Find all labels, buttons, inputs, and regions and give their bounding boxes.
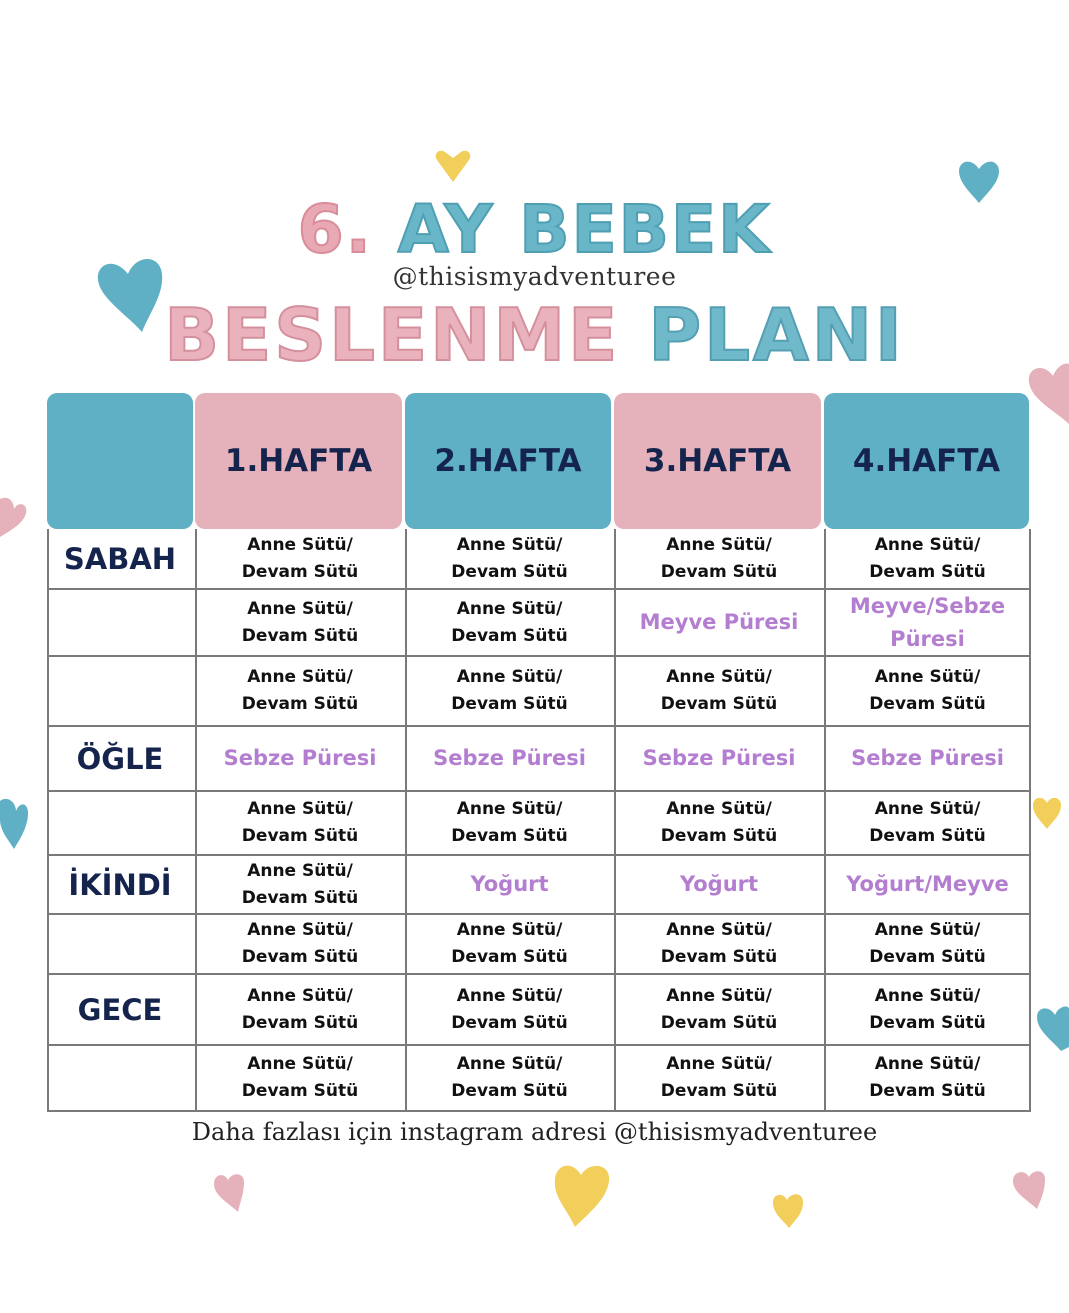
milk-cell: Anne Sütü/ Devam Sütü [241, 920, 359, 967]
milk-cell: Anne Sütü/ Devam Sütü [451, 799, 568, 846]
milk-cell: Anne Sütü/ Devam Sütü [451, 667, 568, 714]
milk-cell: Anne Sütü/ Devam Sütü [241, 598, 359, 646]
heart-icon [0, 795, 28, 849]
heart-icon [1011, 1167, 1047, 1209]
food-cell: Yoğurt [679, 872, 759, 896]
food-cell: Meyve Püresi [639, 610, 799, 634]
page-title-line2 [0, 292, 1069, 378]
milk-cell: Anne Sütü/ Devam Sütü [241, 799, 359, 846]
heart-icon [212, 1170, 246, 1212]
heart-icon [1033, 795, 1061, 829]
food-cell: Sebze Püresi [851, 746, 1004, 770]
milk-cell: Anne Sütü/ Devam Sütü [660, 535, 778, 582]
milk-cell: Anne Sütü/ Devam Sütü [241, 985, 359, 1033]
meal-label: ÖĞLE [76, 741, 164, 776]
milk-cell: Anne Sütü/ Devam Sütü [660, 1054, 778, 1101]
food-cell: Sebze Püresi [433, 746, 586, 770]
milk-cell: Anne Sütü/ Devam Sütü [451, 1054, 568, 1101]
title-blue-word: PLANI [648, 293, 905, 377]
food-cell: Meyve/Sebze Püresi [849, 593, 1006, 651]
milk-cell: Anne Sütü/ Devam Sütü [660, 667, 778, 714]
heart-icon [0, 495, 28, 537]
milk-cell: Anne Sütü/ Devam Sütü [869, 799, 986, 846]
footer-text: Daha fazlası için instagram adresi @thisismyadventuree [191, 1118, 878, 1146]
header-week-3: 3.HAFTA [614, 393, 821, 529]
milk-cell: Anne Sütü/ Devam Sütü [451, 535, 568, 582]
milk-cell: Anne Sütü/ Devam Sütü [241, 667, 359, 714]
heart-icon [553, 1157, 611, 1227]
food-cell: Yoğurt [470, 872, 549, 896]
title-words: AY BEBEK [397, 191, 772, 268]
milk-cell: Anne Sütü/ Devam Sütü [451, 598, 568, 646]
milk-cell: Anne Sütü/ Devam Sütü [660, 799, 778, 846]
title-number: 6. [297, 191, 373, 268]
milk-cell: Anne Sütü/ Devam Sütü [241, 860, 359, 908]
page-title-line1 [0, 190, 1069, 270]
column-divider [1029, 529, 1031, 1111]
food-cell: Sebze Püresi [223, 746, 377, 770]
header-week-4: 4.HAFTA [824, 393, 1029, 529]
heart-icon [1037, 1003, 1069, 1051]
milk-cell: Anne Sütü/ Devam Sütü [660, 985, 778, 1033]
meal-label: İKİNDİ [68, 867, 172, 902]
heart-icon [435, 150, 471, 182]
milk-cell: Anne Sütü/ Devam Sütü [241, 1054, 359, 1101]
milk-cell: Anne Sütü/ Devam Sütü [869, 920, 986, 967]
milk-cell: Anne Sütü/ Devam Sütü [241, 535, 359, 582]
milk-cell: Anne Sütü/ Devam Sütü [660, 920, 778, 967]
milk-cell: Anne Sütü/ Devam Sütü [869, 667, 986, 714]
milk-cell: Anne Sütü/ Devam Sütü [451, 985, 568, 1033]
header-corner [47, 393, 193, 529]
header-week-1: 1.HAFTA [195, 393, 402, 529]
milk-cell: Anne Sütü/ Devam Sütü [869, 535, 986, 582]
title-pink-word: BESLENME [164, 293, 621, 377]
milk-cell: Anne Sütü/ Devam Sütü [869, 985, 986, 1033]
header-week-2: 2.HAFTA [405, 393, 611, 529]
meal-label: GECE [77, 992, 163, 1027]
feeding-plan-table [47, 393, 1031, 1111]
meal-label: SABAH [63, 542, 177, 576]
milk-cell: Anne Sütü/ Devam Sütü [869, 1054, 986, 1101]
handle-text: @thisismyadventuree [392, 262, 677, 291]
heart-icon [773, 1190, 803, 1228]
milk-cell: Anne Sütü/ Devam Sütü [451, 920, 568, 967]
food-cell: Sebze Püresi [642, 746, 796, 770]
food-cell: Yoğurt/Meyve [846, 872, 1009, 896]
